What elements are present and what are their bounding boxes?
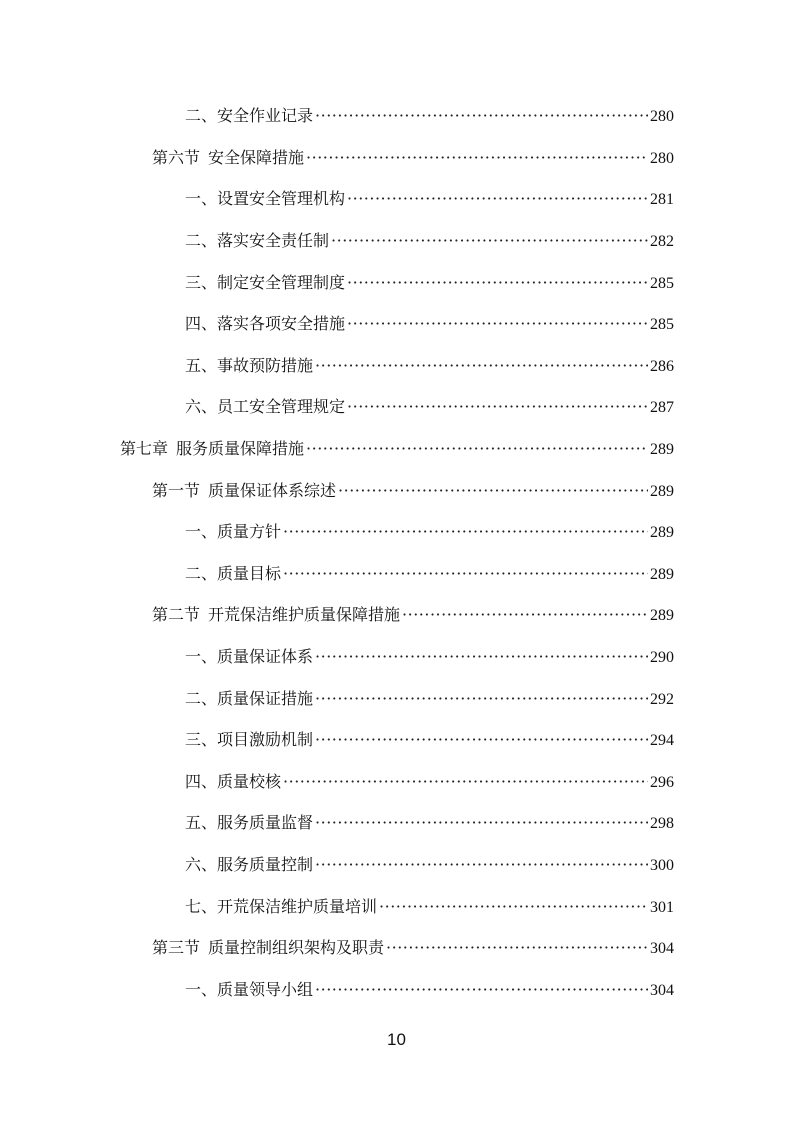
toc-entry-page: 289 <box>650 441 674 459</box>
toc-entry-number: 第二节 <box>152 605 201 625</box>
toc-entry-title: 服务质量保障措施 <box>176 439 305 459</box>
toc-entry-title: 员工安全管理规定 <box>217 397 346 417</box>
toc-entry[interactable] <box>0 928 793 970</box>
toc-entry-page: 281 <box>650 191 674 209</box>
toc-entry-page: 300 <box>650 856 674 874</box>
toc-entry-label <box>185 564 281 584</box>
toc-leader-dots <box>347 397 648 417</box>
toc-entry[interactable] <box>0 138 793 180</box>
toc-entry[interactable] <box>0 595 793 637</box>
toc-entry-page: 294 <box>650 732 674 750</box>
toc-entry-number: 二、 <box>185 106 218 126</box>
table-of-contents <box>0 96 793 1011</box>
toc-entry-number: 第一节 <box>152 480 201 500</box>
toc-leader-dots <box>315 647 648 667</box>
toc-entry-title: 安全保障措施 <box>208 147 305 167</box>
toc-leader-dots <box>347 189 648 209</box>
toc-leader-dots <box>347 273 648 293</box>
toc-entry-number: 五、 <box>185 355 218 375</box>
toc-leader-dots <box>315 689 648 709</box>
toc-leader-dots <box>306 439 648 459</box>
toc-entry[interactable] <box>0 304 793 346</box>
toc-entry[interactable] <box>0 969 793 1011</box>
toc-entry-label <box>152 481 336 501</box>
toc-entry[interactable] <box>0 762 793 804</box>
toc-entry-page: 286 <box>650 357 674 375</box>
toc-entry-number: 第三节 <box>152 938 201 958</box>
toc-entry-number: 七、 <box>185 896 218 916</box>
toc-entry-label <box>185 813 313 833</box>
toc-leader-dots <box>386 938 648 958</box>
toc-leader-dots <box>379 897 648 917</box>
toc-entry-label <box>185 689 313 709</box>
toc-entry-label <box>185 356 313 376</box>
toc-entry-title: 质量保证体系 <box>217 647 314 667</box>
toc-entry-label <box>185 314 345 334</box>
toc-entry-label <box>185 855 313 875</box>
toc-entry-label <box>120 439 304 459</box>
toc-entry[interactable] <box>0 262 793 304</box>
toc-entry[interactable] <box>0 886 793 928</box>
toc-entry-label <box>152 938 384 958</box>
toc-entry[interactable] <box>0 470 793 512</box>
toc-entry-title: 落实安全责任制 <box>217 231 330 251</box>
toc-entry-title: 质量保证措施 <box>217 688 314 708</box>
toc-entry-label <box>185 647 313 667</box>
toc-entry-page: 289 <box>650 607 674 625</box>
toc-entry-page: 304 <box>650 981 674 999</box>
toc-leader-dots <box>347 314 648 334</box>
toc-entry-number: 六、 <box>185 854 218 874</box>
toc-entry-label <box>152 148 304 168</box>
toc-entry-label <box>185 897 377 917</box>
toc-leader-dots <box>315 356 648 376</box>
toc-entry[interactable] <box>0 512 793 554</box>
page-number: 10 <box>387 1030 406 1049</box>
toc-leader-dots <box>331 231 648 251</box>
toc-entry[interactable] <box>0 179 793 221</box>
toc-entry-number: 四、 <box>185 314 218 334</box>
toc-entry-title: 质量保证体系综述 <box>208 480 337 500</box>
toc-leader-dots <box>402 605 648 625</box>
toc-entry-page: 296 <box>650 773 674 791</box>
toc-entry[interactable] <box>0 429 793 471</box>
toc-entry-number: 四、 <box>185 771 218 791</box>
toc-entry-page: 298 <box>650 815 674 833</box>
toc-leader-dots <box>315 813 648 833</box>
toc-entry-title: 开荒保洁维护质量保障措施 <box>208 605 401 625</box>
toc-entry-page: 280 <box>650 149 674 167</box>
toc-leader-dots <box>315 980 648 1000</box>
toc-entry-page: 285 <box>650 316 674 334</box>
toc-entry-label <box>185 730 313 750</box>
toc-entry-page: 289 <box>650 524 674 542</box>
toc-entry-title: 制定安全管理制度 <box>217 272 346 292</box>
toc-leader-dots <box>306 148 648 168</box>
toc-entry[interactable] <box>0 554 793 596</box>
toc-entry-number: 第七章 <box>120 439 169 459</box>
toc-entry-number: 第六节 <box>152 147 201 167</box>
toc-entry-title: 安全作业记录 <box>217 106 314 126</box>
toc-entry-page: 280 <box>650 108 674 126</box>
toc-entry-label <box>152 605 400 625</box>
toc-entry-page: 287 <box>650 399 674 417</box>
toc-entry-title: 事故预防措施 <box>217 355 314 375</box>
toc-entry-page: 304 <box>650 940 674 958</box>
toc-entry-page: 285 <box>650 274 674 292</box>
toc-leader-dots <box>283 564 648 584</box>
toc-entry[interactable] <box>0 221 793 263</box>
toc-entry-page: 292 <box>650 690 674 708</box>
toc-entry-title: 设置安全管理机构 <box>217 189 346 209</box>
toc-entry-number: 五、 <box>185 813 218 833</box>
toc-entry-page: 290 <box>650 649 674 667</box>
toc-leader-dots <box>315 855 648 875</box>
toc-entry-title: 质量领导小组 <box>217 979 314 999</box>
toc-leader-dots <box>315 730 648 750</box>
toc-entry[interactable] <box>0 720 793 762</box>
toc-entry-label <box>185 980 313 1000</box>
toc-entry-number: 二、 <box>185 231 218 251</box>
toc-entry[interactable] <box>0 387 793 429</box>
toc-entry-number: 一、 <box>185 979 218 999</box>
toc-entry-title: 服务质量控制 <box>217 854 314 874</box>
toc-entry-title: 落实各项安全措施 <box>217 314 346 334</box>
toc-entry[interactable] <box>0 346 793 388</box>
toc-entry-page: 289 <box>650 482 674 500</box>
toc-entry-label <box>185 189 345 209</box>
toc-entry-number: 六、 <box>185 397 218 417</box>
toc-leader-dots <box>338 481 648 501</box>
toc-entry-number: 一、 <box>185 189 218 209</box>
toc-leader-dots <box>283 522 648 542</box>
toc-entry-title: 开荒保洁维护质量培训 <box>217 896 378 916</box>
toc-entry-title: 服务质量监督 <box>217 813 314 833</box>
toc-leader-dots <box>283 772 648 792</box>
toc-entry[interactable] <box>0 678 793 720</box>
toc-entry-number: 三、 <box>185 272 218 292</box>
toc-entry-number: 二、 <box>185 688 218 708</box>
toc-entry-title: 质量方针 <box>217 522 282 542</box>
toc-entry-number: 一、 <box>185 522 218 542</box>
toc-entry-title: 项目激励机制 <box>217 730 314 750</box>
toc-entry-page: 289 <box>650 565 674 583</box>
toc-leader-dots <box>315 106 648 126</box>
toc-entry-number: 三、 <box>185 730 218 750</box>
toc-entry-number: 一、 <box>185 647 218 667</box>
toc-entry-label <box>185 397 345 417</box>
toc-entry-label <box>185 522 281 542</box>
toc-entry-number: 二、 <box>185 563 218 583</box>
toc-entry-page: 282 <box>650 233 674 251</box>
toc-entry[interactable] <box>0 96 793 138</box>
toc-entry[interactable] <box>0 637 793 679</box>
toc-entry-label <box>185 106 313 126</box>
toc-entry[interactable] <box>0 845 793 887</box>
toc-entry-label <box>185 273 345 293</box>
toc-entry-page: 301 <box>650 898 674 916</box>
toc-entry[interactable] <box>0 803 793 845</box>
toc-entry-title: 质量目标 <box>217 563 282 583</box>
toc-entry-title: 质量控制组织架构及职责 <box>208 938 385 958</box>
toc-entry-label <box>185 772 281 792</box>
toc-entry-title: 质量校核 <box>217 771 282 791</box>
toc-entry-label <box>185 231 329 251</box>
